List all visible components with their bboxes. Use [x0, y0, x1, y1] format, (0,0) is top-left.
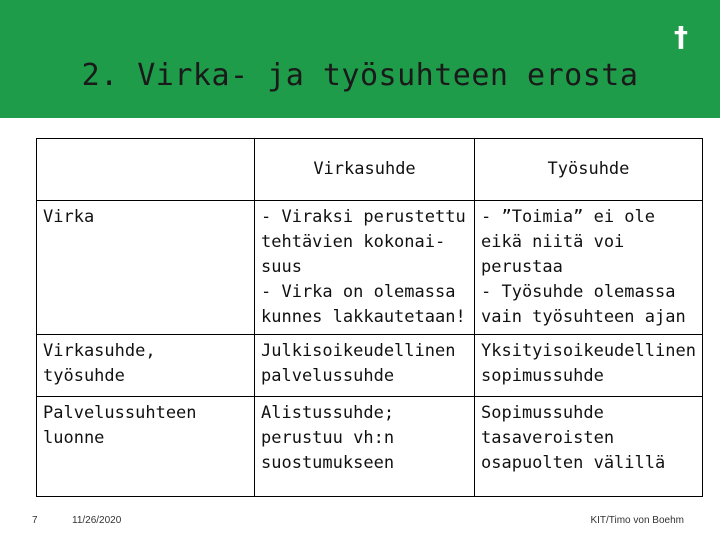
cell-text: Sopimussuhde	[481, 403, 604, 423]
table-header-row	[37, 139, 703, 201]
cell-text: tasaveroisten	[481, 428, 615, 448]
cell-text: - Työsuhde olemassa	[481, 282, 676, 302]
header-cell-tyosuhde: Työsuhde	[475, 139, 703, 201]
footer-date: 11/26/2020	[72, 515, 122, 526]
row-label: Palvelussuhteen	[43, 403, 197, 423]
table-cell	[475, 397, 703, 497]
table-cell	[475, 335, 703, 397]
row-label-palvelussuhteen-luonne	[37, 397, 255, 497]
row-label: työsuhde	[43, 366, 125, 386]
cell-text: Alistussuhde;	[261, 403, 395, 423]
cell-text: kunnes lakkautetaan!	[261, 307, 466, 327]
cell-text: - Viraksi perustettu	[261, 207, 466, 227]
cell-text: Yksityisoikeudellinen	[481, 341, 696, 361]
cell-text: osapuolten välillä	[481, 453, 666, 473]
cell-text: - Virka on olemassa	[261, 282, 456, 302]
footer-author: KIT/Timo von Boehm	[590, 515, 684, 526]
table-cell	[255, 397, 475, 497]
cell-text: suostumukseen	[261, 453, 395, 473]
cell-text: Julkisoikeudellinen	[261, 341, 456, 361]
slide-header-band	[0, 0, 720, 118]
page-number: 7	[32, 515, 38, 526]
table-cell	[255, 335, 475, 397]
cell-text: perustuu vh:n	[261, 428, 395, 448]
cell-text: sopimussuhde	[481, 366, 604, 386]
cell-text: - ”Toimia” ei ole	[481, 207, 655, 227]
cell-text: vain työsuhteen ajan	[481, 307, 686, 327]
cell-text: perustaa	[481, 257, 563, 277]
row-label: Virkasuhde,	[43, 341, 156, 361]
cell-text: suus	[261, 257, 302, 277]
cell-text: tehtävien kokonai-	[261, 232, 446, 252]
row-label-virka	[37, 201, 255, 335]
header-cell-virkasuhde: Virkasuhde	[255, 139, 475, 201]
row-label: Virka	[43, 207, 95, 227]
table-row	[37, 397, 703, 497]
header-cell-empty	[37, 139, 255, 201]
cell-text: palvelussuhde	[261, 366, 395, 386]
table-row	[37, 201, 703, 335]
row-label: luonne	[43, 428, 105, 448]
cross-icon: †	[674, 20, 688, 53]
slide-title: 2. Virka- ja työsuhteen erosta	[81, 58, 639, 93]
table-cell	[475, 201, 703, 335]
table-row	[37, 335, 703, 397]
cell-text: eikä niitä voi	[481, 232, 625, 252]
table-cell	[255, 201, 475, 335]
row-label-virkasuhde	[37, 335, 255, 397]
comparison-table	[36, 138, 703, 497]
